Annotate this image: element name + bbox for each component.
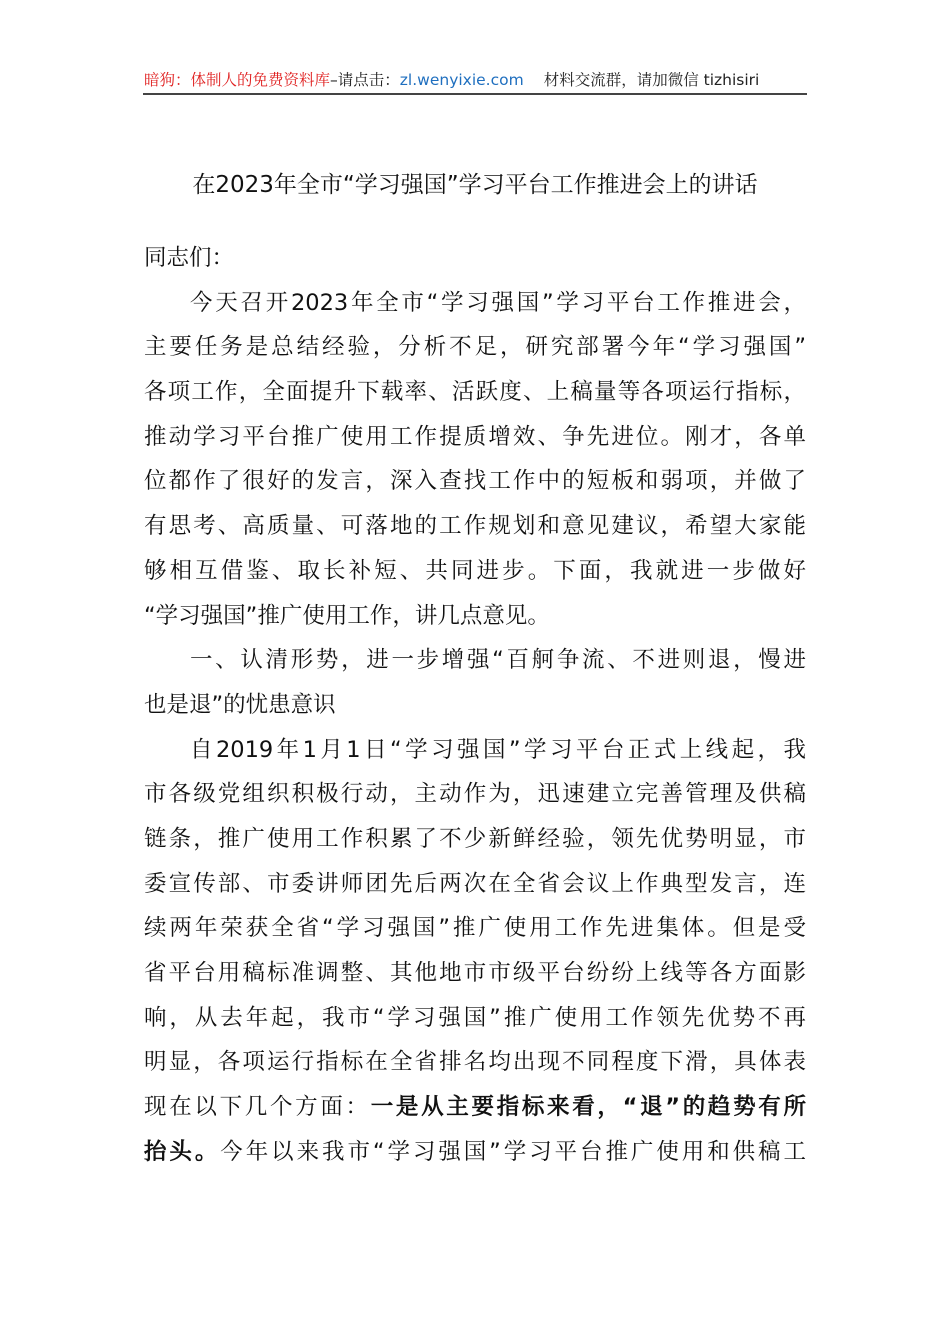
text-segment: 市各级党组织积极行动，主动作为，迅速建立完善管理及供稿 <box>144 781 806 808</box>
text-line <box>144 240 806 285</box>
text-segment: 链条，推广使用工作积累了不少新鲜经验，领先优势明显，市 <box>144 825 806 852</box>
promo-link[interactable]: zl.wenyixie.com <box>399 71 524 89</box>
text-line <box>144 1000 806 1045</box>
text-line <box>144 642 806 687</box>
text-line <box>144 687 806 732</box>
text-segment: 委宣传部、市委讲师团先后两次在全省会议上作典型发言，连 <box>144 870 806 897</box>
document-body <box>144 240 806 1178</box>
header-divider <box>143 93 807 95</box>
promo-wechat: 材料交流群，请加微信 tizhisiri <box>543 71 760 89</box>
text-line <box>144 553 806 598</box>
text-segment: 够相互借鉴、取长补短、共同进步。下面，我就进一步做好 <box>144 557 806 584</box>
text-segment: 现在以下几个方面： <box>144 1094 371 1121</box>
text-segment: 主要任务是总结经验，分析不足，研究部署今年“学习强国” <box>144 334 806 361</box>
text-segment: 自2019年1月1日“学习强国”学习平台正式上线起，我 <box>190 736 806 763</box>
promo-header <box>144 68 806 90</box>
text-line <box>144 776 806 821</box>
text-line <box>144 821 806 866</box>
promo-site-name: 暗狗：体制人的免费资料库 <box>144 71 331 89</box>
text-segment: 推动学习平台推广使用工作提质增效、争先进位。刚才，各单 <box>144 423 806 450</box>
text-line <box>144 1134 806 1179</box>
text-segment: 也是退”的忧患意识 <box>144 691 336 718</box>
text-segment: “学习强国”推广使用工作，讲几点意见。 <box>144 602 550 629</box>
text-segment: 续两年荣获全省“学习强国”推广使用工作先进集体。但是受 <box>144 915 806 942</box>
text-segment: 一、认清形势，进一步增强“百舸争流、不进则退，慢进 <box>190 647 806 674</box>
text-line <box>144 419 806 464</box>
text-line <box>144 329 806 374</box>
text-line <box>144 910 806 955</box>
text-line <box>144 1044 806 1089</box>
text-segment: 响，从去年起，我市“学习强国”推广使用工作领先优势不再 <box>144 1004 806 1031</box>
text-line <box>144 955 806 1000</box>
promo-prompt: –请点击： <box>330 71 400 89</box>
bold-text-segment: 抬头。 <box>144 1138 221 1165</box>
text-line <box>144 463 806 508</box>
text-segment: 同志们： <box>144 245 235 271</box>
text-line <box>144 374 806 419</box>
text-line <box>144 285 806 330</box>
document-title: 在2023年全市“学习强国”学习平台工作推进会上的讲话 <box>192 172 758 198</box>
text-segment: 明显，各项运行指标在全省排名均出现不同程度下滑，具体表 <box>144 1049 806 1076</box>
text-segment: 各项工作，全面提升下载率、活跃度、上稿量等各项运行指标， <box>144 379 806 406</box>
text-segment: 有思考、高质量、可落地的工作规划和意见建议，希望大家能 <box>144 513 806 540</box>
bold-text-segment: 一是从主要指标来看，“退”的趋势有所 <box>370 1094 806 1121</box>
text-line <box>144 598 806 643</box>
text-segment: 省平台用稿标准调整、其他地市市级平台纷纷上线等各方面影 <box>144 960 806 986</box>
text-line <box>144 866 806 911</box>
text-line <box>144 508 806 553</box>
text-line <box>144 732 806 777</box>
text-segment: 今年以来我市“学习强国”学习平台推广使用和供稿工 <box>220 1138 806 1165</box>
text-line <box>144 1089 806 1134</box>
text-segment: 今天召开2023年全市“学习强国”学习平台工作推进会， <box>190 289 806 316</box>
text-segment: 位都作了很好的发言，深入查找工作中的短板和弱项，并做了 <box>144 468 806 495</box>
